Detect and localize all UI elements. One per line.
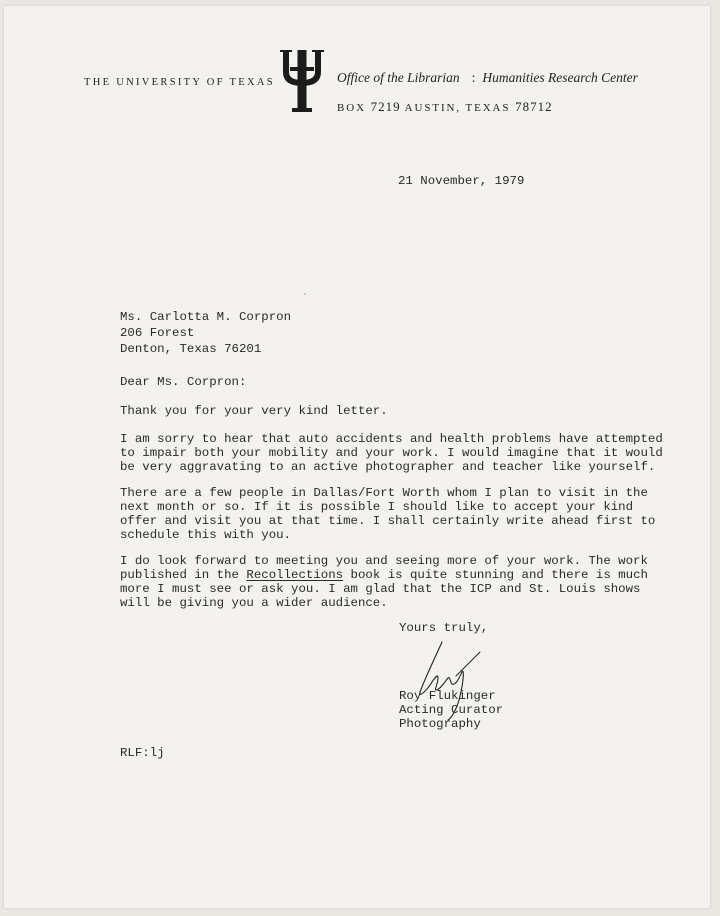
text-span: published in the <box>120 568 247 582</box>
signer-name: Roy Flukinger <box>399 689 496 703</box>
paragraph-line: I am sorry to hear that auto accidents and health problems have attempted <box>120 432 663 446</box>
address-zip: 78712 <box>515 99 553 114</box>
recipient-name: Ms. Carlotta M. Corpron <box>120 310 292 324</box>
book-title: Recollections <box>246 568 344 582</box>
address-city: AUSTIN, TEXAS <box>404 102 511 114</box>
reference-initials: RLF:lj <box>120 746 165 760</box>
letterhead-separator: : <box>471 70 476 85</box>
letterhead-university: THE UNIVERSITY OF TEXAS <box>84 77 275 88</box>
text-span: book is quite stunning and there is much <box>343 568 648 582</box>
paragraph-line: more I must see or ask you. I am glad that the ICP and St. Louis shows <box>120 582 641 596</box>
recipient-street: 206 Forest <box>120 326 195 340</box>
letterhead-address <box>337 99 553 115</box>
closing: Yours truly, <box>399 621 489 635</box>
office-name: Office of the Librarian <box>337 70 460 85</box>
letterhead-office <box>337 70 638 86</box>
signer-title: Acting Curator <box>399 703 504 717</box>
paragraph-line: offer and visit you at that time. I shall certainly write ahead first to <box>120 514 656 528</box>
salutation: Dear Ms. Corpron: <box>120 375 247 389</box>
paragraph-line: schedule this with you. <box>120 528 292 542</box>
box-number: 7219 <box>370 99 401 114</box>
ut-logo-icon <box>278 46 326 118</box>
center-name: Humanities Research Center <box>482 70 638 85</box>
paragraph-line: be very aggravating to an active photographer and teacher like yourself. <box>120 460 656 474</box>
address-prefix: BOX <box>337 102 366 114</box>
paragraph-line: There are a few people in Dallas/Fort Worth whom I plan to visit in the <box>120 486 648 500</box>
recipient-city: Denton, Texas 76201 <box>120 342 262 356</box>
paragraph-line <box>120 568 648 582</box>
paragraph-line: next month or so. If it is possible I should like to accept your kind <box>120 500 634 514</box>
paragraph-line: to impair both your mobility and your work. I would imagine that it would <box>120 446 663 460</box>
letter-date: 21 November, 1979 <box>398 174 525 188</box>
paragraph-line: will be giving you a wider audience. <box>120 596 388 610</box>
paper-speck <box>304 293 306 295</box>
signer-department: Photography <box>399 717 481 731</box>
paragraph-line: Thank you for your very kind letter. <box>120 404 388 418</box>
paragraph-line: I do look forward to meeting you and seeing more of your work. The work <box>120 554 648 568</box>
